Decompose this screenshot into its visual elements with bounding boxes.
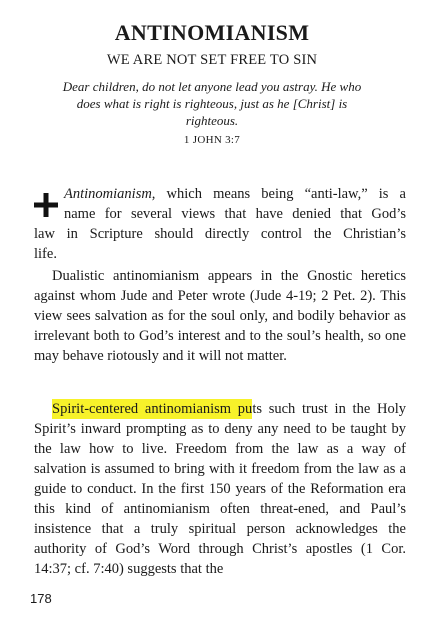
paragraph-1-line-1 xyxy=(64,184,406,204)
epigraph-reference: 1 JOHN 3:7 xyxy=(183,134,241,146)
paragraph-1-line-2: name for several views that have denied that God’s xyxy=(64,206,406,222)
highlighted-text[interactable]: Spirit-centered antinomianism pu xyxy=(52,401,253,417)
chapter-title: ANTINOMIANISM xyxy=(114,20,310,45)
page-number: 178 xyxy=(30,591,52,606)
paragraph-2: Dualistic antinomianism appears in the Gnostic heretics against whom Jude and Peter wrote (Jude 4-19; 2 Pet. 2). This view sees salvation as for the soul only, and bodily behavior as irrelevant both to God’s interest and to the soul’s health, so one may behave riotously and it will not matter. xyxy=(34,268,406,364)
epigraph-quote: Dear children, do not let anyone lead you astray. He who does what is right is righteous, just as he [Christ] is righteous. xyxy=(62,79,362,128)
cross-icon xyxy=(34,193,58,217)
paragraph-3-rest: ts such trust in the Holy Spirit’s inward prompting as to deny any need to be taught by the law how to live. Freedom from the law as a way of salvation is assumed to bring with it freedom from the law as a guide to conduct. In the first 150 years of the Reformation era this kind of antinomianism often threat-ened, and Paul’s insistence that a truly spiritual person acknowledges the authority of God’s Word through Christ’s apostles (1 Cor. 14:37; cf. 7:40) suggests that the xyxy=(34,401,406,577)
paragraph-1-line-3: law in Scripture should directly control the Christian’s xyxy=(34,226,406,242)
paragraph-1-line-1-rest: which means being “anti-law,” is a xyxy=(155,186,406,202)
paragraph-3 xyxy=(34,399,406,579)
paragraph-1-line-4: life. xyxy=(34,246,57,262)
chapter-subtitle: WE ARE NOT SET FREE TO SIN xyxy=(106,52,318,68)
defined-term: Antinomianism, xyxy=(64,186,156,202)
